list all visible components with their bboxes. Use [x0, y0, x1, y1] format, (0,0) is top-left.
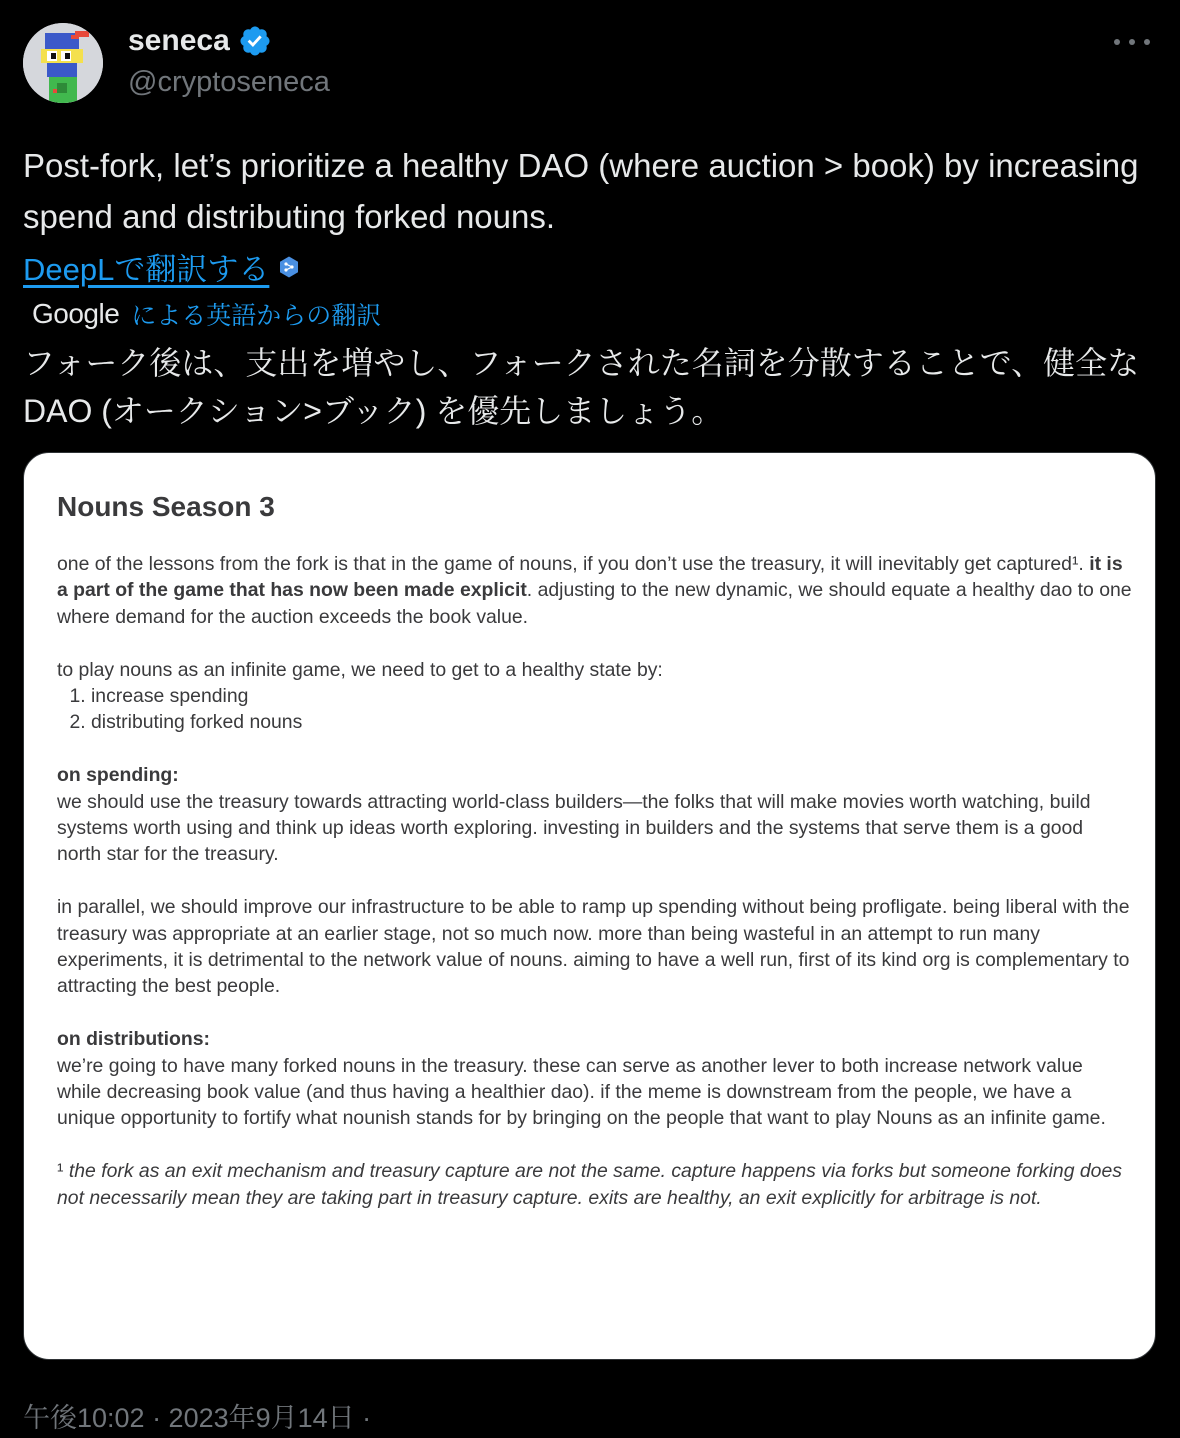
doc-footnote — [57, 1158, 1132, 1211]
doc-bold-text: it is a part of the game that has now been made explicit — [57, 553, 1123, 602]
doc-text: we’re going to have many forked nouns in the treasury. these can serve as another lever to both increase network value while decreasing book value (and thus having a healthier dao). if the meme is downstream from the people, we have a unique opportunity to fortify what nounish stands for by bringing on the people that want to play Nouns as an infinite game. — [57, 1054, 1106, 1130]
doc-list — [57, 683, 1132, 736]
doc-paragraph: in parallel, we should improve our infrastructure to be able to ramp up spending without being profligate. being liberal with the treasury was appropriate at an earlier stage, not so much now. more than being wasteful in an attempt to run many experiments, it is detrimental to the network value of nouns. aiming to have a well run, first of its kind org is complementary to attracting the best people. — [57, 896, 1130, 998]
doc-paragraph — [57, 762, 1132, 868]
author-display-name[interactable]: seneca — [128, 24, 230, 57]
doc-text: one of the lessons from the fork is that in the game of nouns, if you don’t use the treasury, it will inevitably get captured¹. — [57, 553, 1090, 575]
google-logo: Google — [32, 298, 120, 329]
doc-title: Nouns Season 3 — [57, 491, 275, 522]
footnote-text: the fork as an exit mechanism and treasury capture are not the same. capture happens via forks but someone forking does not necessarily mean they are taking part in treasury capture. exits are healthy, an exit explicitly for arbitrage is not. — [57, 1160, 1122, 1209]
deepl-logo-icon — [277, 255, 301, 279]
doc-paragraph: to play nouns as an infinite game, we need to get to a healthy state by: — [57, 658, 663, 681]
doc-paragraph — [57, 1026, 1132, 1132]
post-text: Post-fork, let’s prioritize a healthy DAO (where auction > book) by increasing spend and distributing forked nouns. — [23, 147, 1139, 235]
footnote-mark: ¹ — [57, 1160, 69, 1183]
translate-row[interactable] — [23, 244, 301, 289]
doc-heading-spending: on spending: — [57, 764, 179, 787]
author-handle[interactable]: @cryptoseneca — [128, 66, 330, 98]
avatar-image — [23, 23, 103, 103]
google-translation-attribution — [32, 296, 381, 332]
doc-paragraph — [57, 551, 1132, 630]
doc-list-item: 1. increase spending — [91, 683, 1132, 709]
image-document — [57, 485, 1132, 1237]
doc-text: . adjusting to the new dynamic, we should equate a healthy dao to one where demand for the auction exceeds the book value. — [57, 579, 1132, 628]
translated-text: フォーク後は、支出を増やし、フォークされた名詞を分散することで、健全な DAO (オークション>ブック) を優先しましょう。 — [23, 345, 1140, 429]
doc-heading-distributions: on distributions: — [57, 1028, 210, 1051]
translated-by-label[interactable]: による英語からの翻訳 — [131, 302, 382, 330]
verified-badge-icon — [238, 24, 272, 58]
attached-image[interactable] — [23, 452, 1156, 1360]
author-name-row[interactable] — [128, 24, 272, 58]
avatar[interactable] — [23, 23, 103, 103]
post-timestamp[interactable]: 午後10:02 · 2023年9月14日 · — [23, 1403, 372, 1433]
doc-text: we should use the treasury towards attracting world-class builders—the folks that will make movies worth watching, build systems worth using and think up ideas worth exploring. investing in builders and the systems that serve them is a good north star for the treasury. — [57, 790, 1091, 866]
doc-list-item: 2. distributing forked nouns — [91, 709, 1132, 735]
deepl-translate-link[interactable]: DeepLで翻訳する — [23, 252, 270, 287]
more-options-icon[interactable] — [1114, 30, 1150, 54]
